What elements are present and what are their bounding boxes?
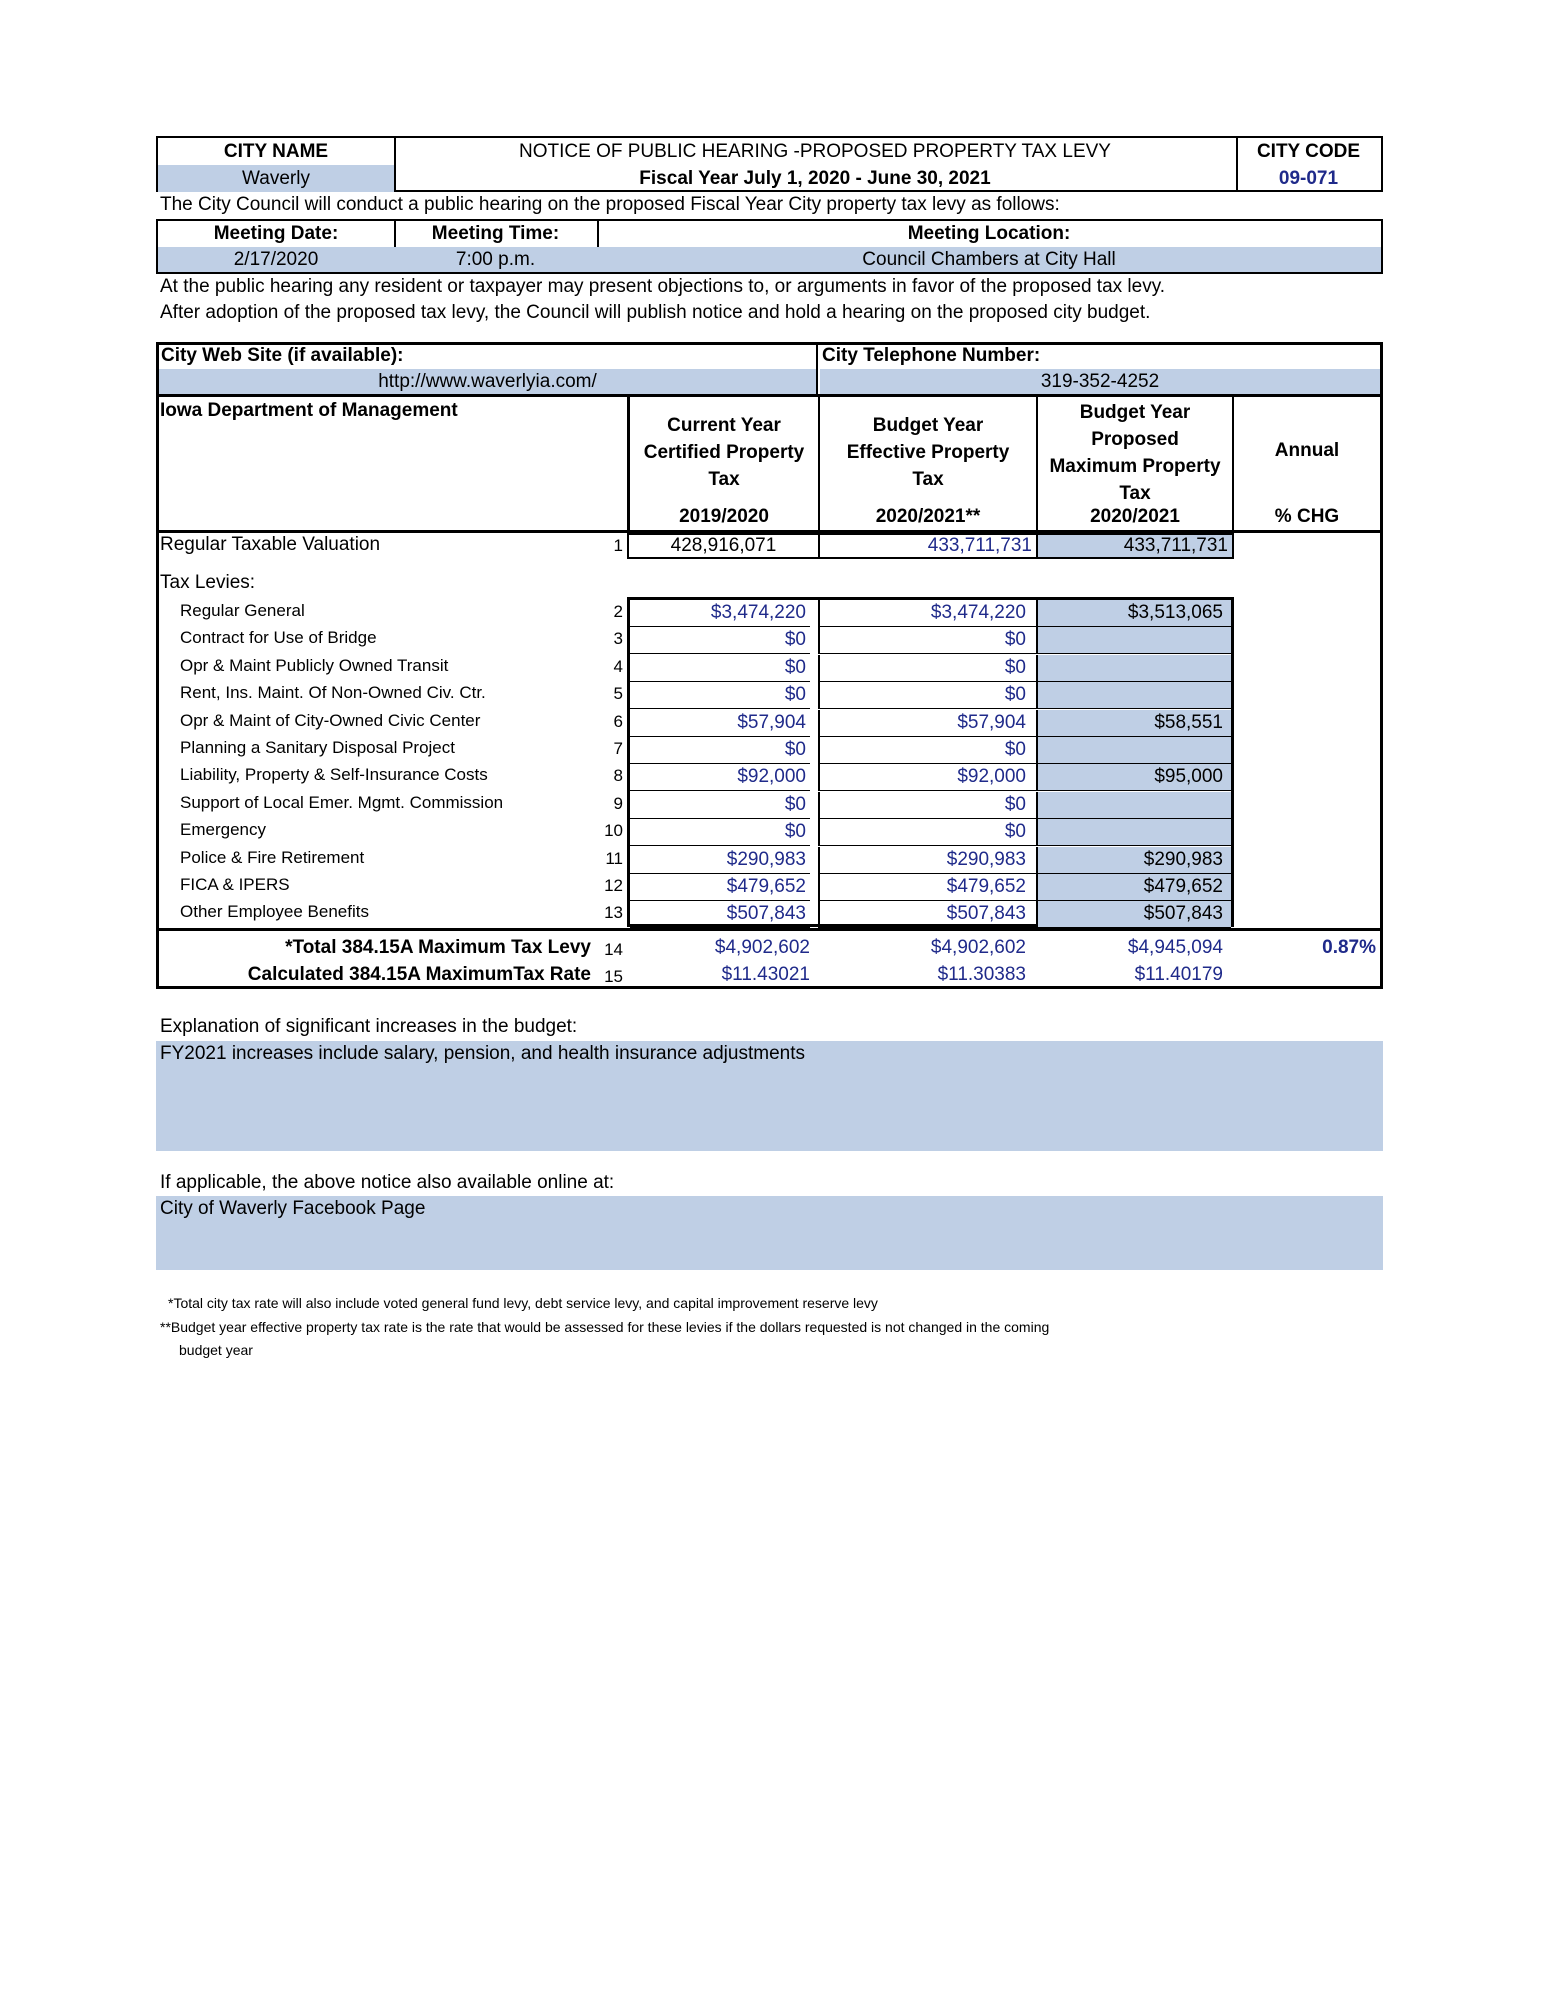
online-box [156,1196,1383,1270]
valuation-label: Regular Taxable Valuation [160,534,381,555]
total-pct-change: 0.87% [1322,937,1376,958]
levy-effective: $57,904 [818,710,1036,737]
levy-current: $0 [630,682,810,709]
col-current-year: 2019/2020 [679,506,769,527]
meeting-date-cell [158,221,396,272]
meeting-date-label: Meeting Date: [213,223,339,244]
levy-proposed: $507,843 [1036,901,1231,928]
rate-current: $11.43021 [721,964,810,985]
valuation-proposed: 433,711,731 [1036,533,1234,559]
levy-current: $92,000 [630,764,810,791]
levy-effective: $0 [818,737,1036,764]
total-current: $4,902,602 [714,937,810,958]
levy-label: Police & Fire Retirement [180,848,365,867]
levy-label: Planning a Sanitary Disposal Project [180,738,455,757]
phone-label-cell [818,345,1380,369]
levy-current: $0 [630,737,810,764]
col-proposed-year: 2020/2021 [1090,506,1180,527]
col-header-line: Effective Property [846,442,1010,463]
levy-proposed [1036,655,1231,682]
total-label: *Total 384.15A Maximum Tax Levy [285,937,591,958]
levy-line-number: 10 [604,821,623,840]
online-text: City of Waverly Facebook Page [160,1198,426,1219]
levy-current: $3,474,220 [630,600,810,627]
col-header-line: Tax [1119,483,1151,504]
levy-label: Support of Local Emer. Mgmt. Commission [180,793,504,812]
notice-title: NOTICE OF PUBLIC HEARING -PROPOSED PROPERTY TAX LEVY [519,140,1111,162]
city-name-label: CITY NAME [223,140,329,162]
hearing-text-1: At the public hearing any resident or taxpayer may present objections to, or arguments in favor of the proposed tax levy. [160,276,1166,297]
col-effective-year: 2020/2021** [875,506,981,527]
levy-proposed [1036,737,1231,764]
levy-effective: $0 [818,655,1036,682]
header-box [156,136,1383,192]
levy-proposed: $58,551 [1036,710,1231,737]
divider [156,394,1383,397]
levy-label: Regular General [180,601,305,620]
levy-line-number: 8 [613,766,623,785]
levy-current: $0 [630,655,810,682]
levy-current: $0 [630,627,810,654]
levy-proposed [1036,792,1231,819]
levy-line-number: 11 [605,849,623,868]
meeting-time-label: Meeting Time: [431,223,560,244]
web-url[interactable]: http://www.waverlyia.com/ [159,369,818,394]
levy-proposed: $290,983 [1036,847,1231,874]
levy-effective: $0 [818,819,1036,846]
total-effective: $4,902,602 [930,937,1026,958]
col-header-line: Maximum Property [1049,456,1221,477]
col-header-line: Budget Year [1079,402,1191,423]
meeting-time-cell [394,221,599,272]
col-header-line: Tax [708,469,740,490]
levy-current: $507,843 [630,901,810,928]
levy-label: Rent, Ins. Maint. Of Non-Owned Civ. Ctr. [180,683,486,702]
phone-label: City Telephone Number: [822,345,1041,366]
explanation-label: Explanation of significant increases in the budget: [160,1016,578,1037]
col-annual-sub: % CHG [1274,506,1340,527]
levy-proposed [1036,682,1231,709]
valuation-current: 428,916,071 [627,533,820,559]
col-header-line: Certified Property [643,442,805,463]
total-proposed: $4,945,094 [1127,937,1223,958]
notice-title-cell [394,138,1238,190]
col-header-line: Budget Year [872,415,984,436]
rate-effective: $11.30383 [937,964,1026,985]
meeting-time: 7:00 p.m. [394,247,597,272]
col-header-line: Proposed [1091,429,1179,450]
levy-label: FICA & IPERS [180,875,290,894]
levy-line-number: 7 [613,739,623,758]
city-name-value: Waverly [158,165,394,192]
levy-current: $57,904 [630,710,810,737]
levy-proposed: $3,513,065 [1036,600,1231,627]
footnote-1: *Total city tax rate will also include voted general fund levy, debt service levy, and capital improvement reserve levy [168,1295,878,1311]
levy-line-number: 2 [613,602,623,621]
levy-line-number: 3 [613,629,623,648]
city-code-cell [1236,138,1381,190]
hearing-text-2: After adoption of the proposed tax levy, the Council will publish notice and hold a hearing on the proposed city budget. [160,302,1151,323]
footnote-2: **Budget year effective property tax rate is the rate that would be assessed for these levies if the dollars requested is not changed in the coming [160,1319,1050,1335]
levy-current: $0 [630,792,810,819]
fiscal-year: Fiscal Year July 1, 2020 - June 30, 2021 [639,167,991,189]
meeting-box [156,219,1383,274]
levy-effective: $0 [818,792,1036,819]
levy-current: $290,983 [630,847,810,874]
levy-line-number: 6 [613,712,623,731]
divider [156,928,1383,931]
levy-current: $0 [630,819,810,846]
meeting-location-cell [597,221,1381,272]
levy-proposed [1036,819,1231,846]
total-line-number: 14 [604,940,623,959]
meeting-date: 2/17/2020 [158,247,394,272]
valuation-effective: 433,711,731 [818,533,1038,559]
col-header-line: Current Year [667,415,781,436]
explanation-text: FY2021 increases include salary, pension, and health insurance adjustments [160,1043,805,1064]
web-label: City Web Site (if available): [161,345,404,366]
col-header-line: Tax [912,469,944,490]
levies-heading: Tax Levies: [160,572,256,593]
explanation-box [156,1041,1383,1151]
intro-text: The City Council will conduct a public hearing on the proposed Fiscal Year City property tax levy as follows: [160,194,1060,215]
meeting-location: Council Chambers at City Hall [597,247,1381,272]
levy-proposed: $479,652 [1036,874,1231,901]
levy-effective: $92,000 [818,764,1036,791]
web-label-cell [159,345,818,369]
col-annual-header: Annual [1274,440,1340,461]
levy-effective: $290,983 [818,847,1036,874]
valuation-line-number: 1 [613,536,623,555]
online-label: If applicable, the above notice also available online at: [160,1172,615,1193]
levy-line-number: 4 [613,657,623,676]
levy-line-number: 13 [604,903,623,922]
levy-label: Contract for Use of Bridge [180,628,377,647]
city-code-label: CITY CODE [1256,140,1361,162]
city-code-value: 09-071 [1278,167,1339,189]
city-name-cell [158,138,396,190]
rate-line-number: 15 [604,967,623,986]
col-current-header [630,412,818,493]
phone-number: 319-352-4252 [820,369,1380,394]
levy-effective: $3,474,220 [818,600,1036,627]
levy-label: Opr & Maint of City-Owned Civic Center [180,711,481,730]
footnote-2-cont: budget year [179,1342,253,1358]
col-effective-header [820,412,1036,493]
meeting-location-label: Meeting Location: [907,223,1071,244]
col-proposed-header [1038,399,1232,507]
rate-label: Calculated 384.15A MaximumTax Rate [247,964,591,985]
levy-proposed [1036,627,1231,654]
levy-label: Liability, Property & Self-Insurance Costs [180,765,488,784]
levy-label: Other Employee Benefits [180,902,369,921]
levy-line-number: 5 [613,684,623,703]
levy-line-number: 9 [613,794,623,813]
rate-proposed: $11.40179 [1134,964,1223,985]
dept-label: Iowa Department of Management [160,400,458,421]
levy-effective: $479,652 [818,874,1036,901]
levy-effective: $0 [818,627,1036,654]
levy-label: Emergency [180,820,266,839]
levy-line-number: 12 [604,876,623,895]
levy-label: Opr & Maint Publicly Owned Transit [180,656,449,675]
levy-effective: $0 [818,682,1036,709]
levy-current: $479,652 [630,874,810,901]
levy-effective: $507,843 [818,901,1036,928]
levy-proposed: $95,000 [1036,764,1231,791]
